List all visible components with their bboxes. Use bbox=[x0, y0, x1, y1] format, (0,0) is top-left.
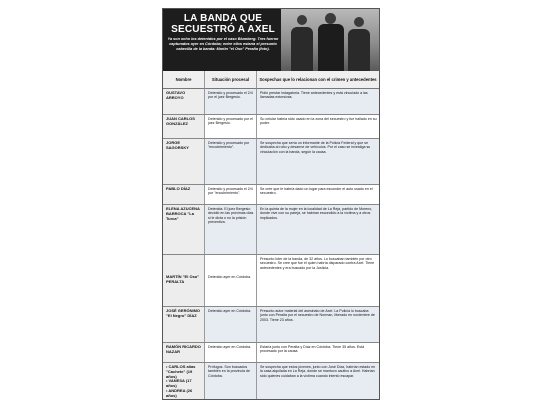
table-row bbox=[163, 185, 379, 205]
row-name: MARTÍN "El Oso" PERALTA bbox=[163, 255, 205, 306]
row-name: JORGE SAGORSKY bbox=[163, 139, 205, 184]
headline-line-1: LA BANDA QUE bbox=[183, 13, 263, 24]
row-status: Detenido ayer en Córdoba. bbox=[205, 255, 257, 306]
row-suspicion: Estaría junto con Peralta y Díaz en Córdoba. Tiene 35 años. Está procesado por la causa. bbox=[257, 343, 379, 362]
row-suspicion: Pidió prestar indagatoria. Tiene antecedentes y está vinculado a las llamadas extorsivas. bbox=[257, 89, 379, 114]
row-status: Detenido ayer en Córdoba. bbox=[205, 343, 257, 362]
photo-figure-head bbox=[325, 13, 336, 24]
table-row bbox=[163, 89, 379, 115]
row-suspicion: Se sospecha que sería un informante de la Policía Federal y que se dedicaba al robo y desarme de vehículos. Por el caso se investiga su vinculación con la banda, según la causa. bbox=[257, 139, 379, 184]
row-name: JOSÉ GERÓNIMO "El Negro" DÍAZ bbox=[163, 307, 205, 342]
row-status: Detenido y procesado el 2/4 por el juez Bergesio. bbox=[205, 89, 257, 114]
row-status: Detenida. El juez Bergesio decidió en las próximas días si le dicta o no la prisión preventiva. bbox=[205, 205, 257, 254]
row-status: Detenido ayer en Córdoba. bbox=[205, 307, 257, 342]
table-row bbox=[163, 139, 379, 185]
fugitive-name: • VANESA (17 años) bbox=[166, 378, 192, 389]
table-row bbox=[163, 115, 379, 139]
row-names bbox=[163, 363, 205, 399]
row-status: Detenido y procesado por el juez Bergesio. bbox=[205, 115, 257, 138]
row-name: ELENA AZUCENA BARROCA "La Turca" bbox=[163, 205, 205, 254]
headline-line-2: SECUESTRÓ A AXEL bbox=[171, 24, 275, 35]
photo-figure bbox=[348, 29, 370, 71]
fugitive-name: • CARLOS alias "Cachete" (19 años) bbox=[166, 364, 196, 379]
table-row bbox=[163, 363, 379, 399]
photo-figure bbox=[318, 24, 344, 71]
row-name: RAMÓN RICARDO NAZAR bbox=[163, 343, 205, 362]
photo-figure bbox=[291, 27, 313, 71]
row-suspicion: En la quinta de la mujer en la localidad de La Reja, partido de Moreno, donde vive con su pareja, se habrían escondido a la víctima y a otros implicados. bbox=[257, 205, 379, 254]
row-status: Detenido y procesado el 2/4 por "encubrimiento". bbox=[205, 185, 257, 204]
header-banner bbox=[163, 9, 379, 71]
row-name: PABLO DÍAZ bbox=[163, 185, 205, 204]
arrest-photo bbox=[281, 9, 379, 71]
subheadline: Ya son ocho los detenidos por el caso Blumberg. Tres fueron capturados ayer en Córdoba; entre ellos estaría el presunto cabecilla de la banda: Martín "el Oso" Peralta (foto). bbox=[167, 37, 279, 51]
newspaper-infographic bbox=[162, 8, 380, 400]
table-row bbox=[163, 205, 379, 255]
headline bbox=[167, 13, 279, 35]
photo-figure-head bbox=[354, 17, 364, 27]
fugitive-name: • ANDREA (26 años) bbox=[166, 387, 193, 398]
fugitive-list bbox=[166, 365, 202, 399]
row-status: Detenido y procesado por "encubrimiento". bbox=[205, 139, 257, 184]
table-row bbox=[163, 255, 379, 307]
table-row bbox=[163, 307, 379, 343]
row-suspicion: Su celular habría sido usado en la zona del secuestro y fue hallado en su poder. bbox=[257, 115, 379, 138]
row-name: JUAN CARLOS GONZÁLEZ bbox=[163, 115, 205, 138]
row-suspicion: Se cree que le habría dado un lugar para esconder el auto usado en el secuestro. bbox=[257, 185, 379, 204]
column-header-suspicion: Sospechas que lo relacionan con el crimen y antecedentes bbox=[257, 71, 379, 89]
column-header-status: Situación procesal bbox=[205, 71, 257, 89]
photo-figure-head bbox=[297, 15, 307, 25]
row-suspicion: Presunto autor material del asesinato de Axel. La Policía lo buscaba junto con Peralta por el secuestro de Norman, liberado en noviembre de 2003. Tiene 23 años. bbox=[257, 307, 379, 342]
row-name: GUSTAVO ARROYO bbox=[163, 89, 205, 114]
table-row bbox=[163, 343, 379, 363]
row-suspicion: Se sospecha que estos jóvenes, junto con José Díaz, habrían estado en la casa alquilada en La Reja, donde se mantuvo cautivo a Axel. Habrían sido quienes cuidaban a la víctima cuando intentó escapar. bbox=[257, 363, 379, 399]
row-status: Prófugos. Son buscados también en la provincia de Córdoba. bbox=[205, 363, 257, 399]
column-header-name: Nombre bbox=[163, 71, 205, 89]
row-suspicion: Presunto líder de la banda, de 32 años. Lo buscaban también por otro secuestro. Se cree que fue él quien habría disparado contra Axel. Tiene antecedentes y era buscado por la Justicia. bbox=[257, 255, 379, 306]
